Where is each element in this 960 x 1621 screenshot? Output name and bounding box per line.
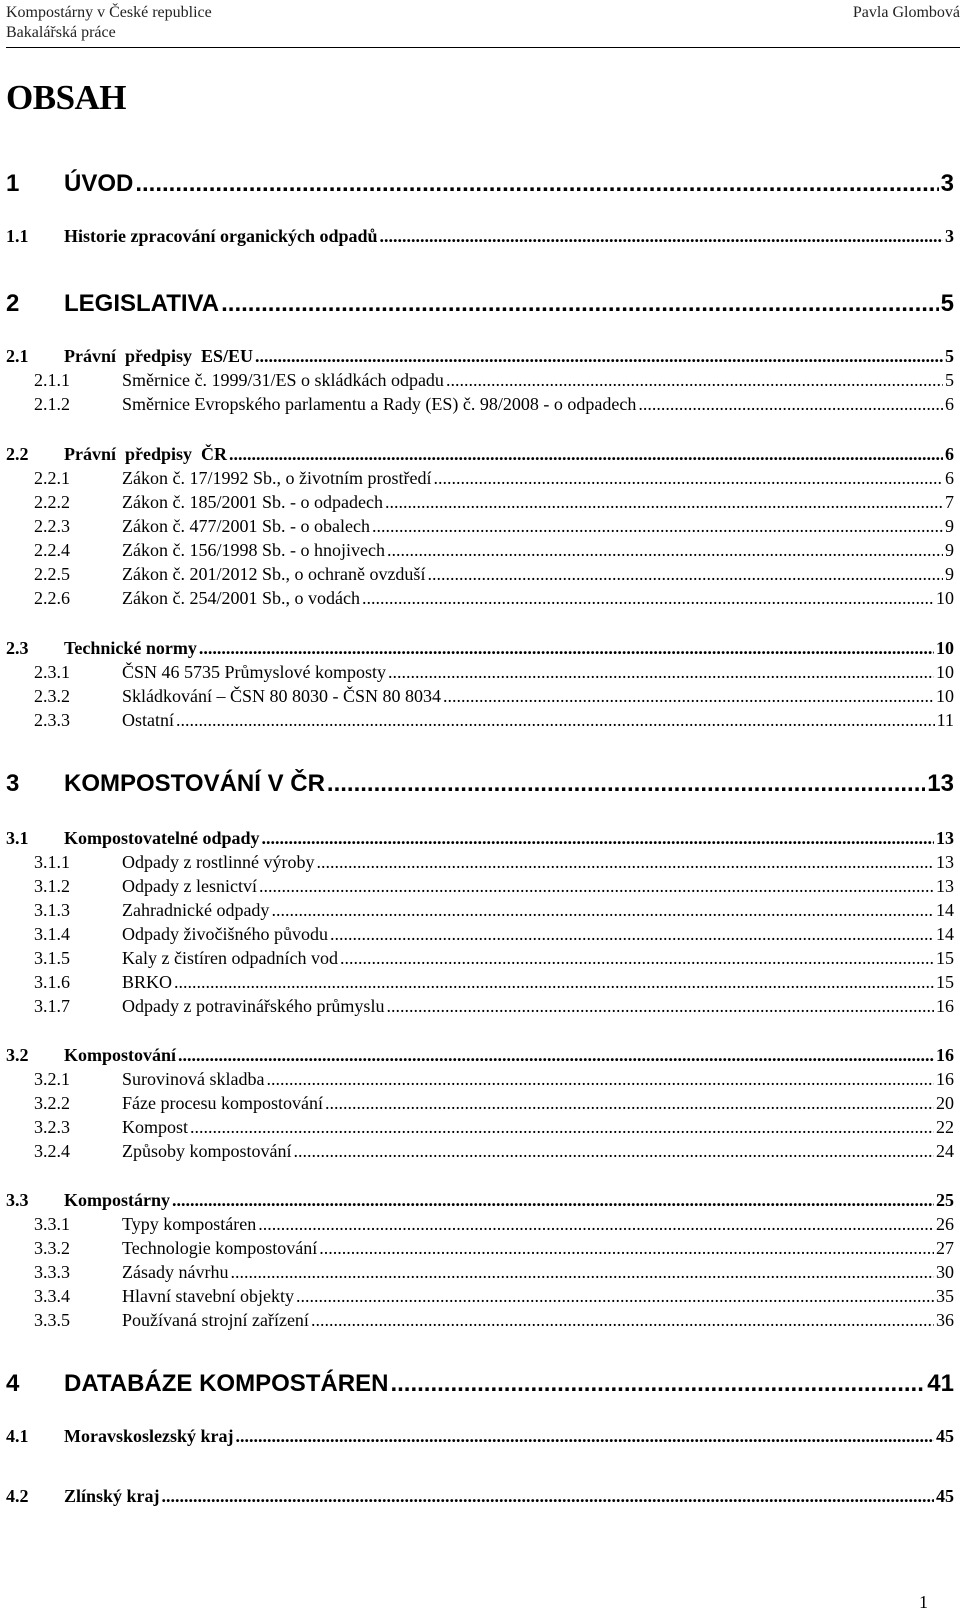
- toc-page: 10: [936, 686, 954, 706]
- toc-page: 5: [940, 290, 954, 317]
- toc-page: 45: [936, 1486, 954, 1506]
- toc-leader: [446, 370, 943, 391]
- toc-number: 3: [6, 770, 20, 797]
- toc-page: 45: [936, 1426, 954, 1446]
- toc-entry-2-3[interactable]: [6, 638, 954, 664]
- toc-leader: [230, 1262, 934, 1283]
- toc-entry-3-2[interactable]: [6, 1045, 954, 1071]
- toc-entry-2-3-1[interactable]: [6, 662, 954, 688]
- toc-number: 2.2.2: [34, 492, 70, 512]
- toc-page: 14: [936, 924, 954, 944]
- toc-page: 24: [936, 1141, 954, 1161]
- toc-entry-2-2-2[interactable]: [6, 492, 954, 518]
- toc-leader: [388, 662, 934, 683]
- toc-leader: [340, 948, 934, 969]
- toc-entry-3-1-1[interactable]: [6, 852, 954, 878]
- toc-entry-3-2-4[interactable]: [6, 1141, 954, 1167]
- toc-page: 6: [945, 444, 954, 464]
- toc-number: 3.1.7: [34, 996, 70, 1016]
- toc-page: 10: [936, 638, 954, 658]
- toc-number: 3.1.1: [34, 852, 70, 872]
- toc-text: Kompost: [122, 1117, 189, 1137]
- toc-page: 16: [936, 996, 954, 1016]
- toc-text: Zákon č. 254/2001 Sb., o vodách: [122, 588, 360, 608]
- header-subtitle: Bakalářská práce: [6, 24, 116, 41]
- toc-number: 2.2.3: [34, 516, 70, 536]
- toc-page: 5: [945, 346, 954, 366]
- toc-number: 1.1: [6, 226, 29, 246]
- toc-page: 9: [945, 516, 954, 536]
- toc-leader: [266, 1069, 934, 1090]
- toc-page: 30: [936, 1262, 954, 1282]
- toc-number: 4.2: [6, 1486, 29, 1506]
- toc-entry-3-3[interactable]: [6, 1190, 954, 1216]
- toc-number: 3.3.3: [34, 1262, 70, 1282]
- toc-page: 3: [945, 226, 954, 246]
- toc-number: 3.1.2: [34, 876, 70, 896]
- toc-number: 2.1: [6, 346, 29, 366]
- toc-leader: [316, 852, 934, 873]
- toc-entry-3-1-7[interactable]: [6, 996, 954, 1022]
- toc-number: 3.2.2: [34, 1093, 70, 1113]
- header-divider: [6, 47, 960, 48]
- toc-text: DATABÁZE KOMPOSTÁREN: [64, 1370, 389, 1397]
- toc-text: Moravskoslezský kraj: [64, 1426, 234, 1446]
- toc-leader: [386, 996, 934, 1017]
- toc-text: Typy kompostáren: [122, 1214, 257, 1234]
- toc-page: 3: [940, 170, 954, 197]
- toc-number: 3.2: [6, 1045, 29, 1065]
- toc-leader: [174, 972, 934, 993]
- toc-entry-3-3-3[interactable]: [6, 1262, 954, 1288]
- toc-page: 11: [936, 710, 954, 730]
- toc-number: 3.3.5: [34, 1310, 70, 1330]
- toc-number: 3.1.3: [34, 900, 70, 920]
- toc-number: 3.3.2: [34, 1238, 70, 1258]
- toc-leader: [638, 394, 943, 415]
- toc-number: 3.3.1: [34, 1214, 70, 1234]
- toc-text: Technologie kompostování: [122, 1238, 318, 1258]
- toc-text: Zákon č. 17/1992 Sb., o životním prostředí: [122, 468, 432, 488]
- toc-text: Odpady živočišného původu: [122, 924, 328, 944]
- toc-page: 16: [936, 1045, 954, 1065]
- toc-leader: [135, 170, 938, 198]
- toc-text: Odpady z rostlinné výroby: [122, 852, 315, 872]
- toc-leader: [172, 1190, 934, 1211]
- toc-leader: [294, 1141, 935, 1162]
- toc-leader: [271, 900, 934, 921]
- toc-text: Fáze procesu kompostování: [122, 1093, 323, 1113]
- toc-leader: [311, 1310, 934, 1331]
- toc-entry-3-2-1[interactable]: [6, 1069, 954, 1095]
- toc-entry-3-1[interactable]: [6, 828, 954, 854]
- toc-entry-2[interactable]: [6, 290, 954, 322]
- toc-leader: [190, 1117, 934, 1138]
- toc-page: 5: [945, 370, 954, 390]
- toc-number: 4.1: [6, 1426, 29, 1446]
- toc-entry-3-2-2[interactable]: [6, 1093, 954, 1119]
- toc-leader: [385, 492, 943, 513]
- toc-entry-2-2-3[interactable]: [6, 516, 954, 542]
- toc-text: Odpady z potravinářského průmyslu: [122, 996, 385, 1016]
- toc-leader: [319, 1238, 934, 1259]
- toc-text: Zákon č. 201/2012 Sb., o ochraně ovzduší: [122, 564, 426, 584]
- toc-entry-3-1-3[interactable]: [6, 900, 954, 926]
- toc-page: 7: [945, 492, 954, 512]
- toc-leader: [443, 686, 934, 707]
- toc-page: 15: [936, 948, 954, 968]
- toc-title: OBSAH: [6, 78, 127, 117]
- toc-entry-3-1-6[interactable]: [6, 972, 954, 998]
- toc-leader: [325, 1093, 934, 1114]
- toc-text: Zákon č. 477/2001 Sb. - o obalech: [122, 516, 370, 536]
- toc-text: Ostatní: [122, 710, 174, 730]
- toc-text: Odpady z lesnictví: [122, 876, 257, 896]
- toc-page: 15: [936, 972, 954, 992]
- toc-text: Směrnice Evropského parlamentu a Rady (ES) č. 98/2008 - o odpadech: [122, 394, 637, 414]
- toc-page: 13: [936, 828, 954, 848]
- toc-text: Surovinová skladba: [122, 1069, 265, 1089]
- toc-text: Směrnice č. 1999/31/ES o skládkách odpadu: [122, 370, 444, 390]
- toc-page: 27: [936, 1238, 954, 1258]
- toc-entry-2-1[interactable]: [6, 346, 954, 372]
- page-number: 1: [919, 1592, 928, 1612]
- toc-text: Historie zpracování organických odpadů: [64, 226, 378, 246]
- toc-number: 2.2.1: [34, 468, 70, 488]
- toc-leader: [296, 1286, 934, 1307]
- toc-leader: [236, 1426, 935, 1447]
- toc-leader: [258, 1214, 934, 1235]
- toc-page: 14: [936, 900, 954, 920]
- toc-number: 3.3: [6, 1190, 29, 1210]
- toc-leader: [255, 346, 943, 367]
- toc-leader: [380, 226, 943, 247]
- toc-page: 13: [927, 770, 954, 797]
- toc-text: Technické normy: [64, 638, 197, 658]
- toc-entry-3[interactable]: [6, 770, 954, 802]
- toc-entry-1-1[interactable]: [6, 226, 954, 252]
- toc-number: 2.2: [6, 444, 29, 464]
- toc-entry-3-3-1[interactable]: [6, 1214, 954, 1240]
- toc-page: 9: [945, 540, 954, 560]
- toc-page: 22: [936, 1117, 954, 1137]
- toc-text: Kompostárny: [64, 1190, 171, 1210]
- toc-leader: [229, 444, 943, 465]
- toc-text: Zahradnické odpady: [122, 900, 270, 920]
- toc-text: Kompostovatelné odpady: [64, 828, 260, 848]
- toc-page: 25: [936, 1190, 954, 1210]
- toc-number: 3.3.4: [34, 1286, 70, 1306]
- toc-page: 13: [936, 852, 954, 872]
- toc-number: 2.2.6: [34, 588, 70, 608]
- toc-entry-2-2-6[interactable]: [6, 588, 954, 614]
- toc-entry-2-2-1[interactable]: [6, 468, 954, 494]
- toc-text: Zákon č. 156/1998 Sb. - o hnojivech: [122, 540, 385, 560]
- toc-number: 2.2.5: [34, 564, 70, 584]
- toc-entry-2-1-2[interactable]: [6, 394, 954, 420]
- toc-entry-4[interactable]: [6, 1370, 954, 1402]
- toc-leader: [387, 540, 943, 561]
- toc-page: 6: [945, 468, 954, 488]
- toc-page: 16: [936, 1069, 954, 1089]
- toc-leader: [262, 828, 934, 849]
- toc-page: 10: [936, 588, 954, 608]
- toc-entry-2-3-3[interactable]: [6, 710, 954, 736]
- toc-entry-1[interactable]: [6, 170, 954, 202]
- toc-page: 20: [936, 1093, 954, 1113]
- toc-entry-4-2[interactable]: [6, 1486, 954, 1512]
- toc-text: LEGISLATIVA: [64, 290, 220, 317]
- toc-leader: [176, 710, 935, 731]
- toc-entry-2-2-4[interactable]: [6, 540, 954, 566]
- toc-leader: [330, 924, 934, 945]
- toc-text: Zákon č. 185/2001 Sb. - o odpadech: [122, 492, 383, 512]
- toc-entry-2-1-1[interactable]: [6, 370, 954, 396]
- toc-text: KOMPOSTOVÁNÍ V ČR: [64, 770, 325, 797]
- toc-page: 35: [936, 1286, 954, 1306]
- toc-entry-2-2-5[interactable]: [6, 564, 954, 590]
- toc-entry-3-1-5[interactable]: [6, 948, 954, 974]
- toc-number: 2.3: [6, 638, 29, 658]
- toc-leader: [372, 516, 943, 537]
- toc-number: 2.3.1: [34, 662, 70, 682]
- toc-text: Kompostování: [64, 1045, 177, 1065]
- toc-text: ÚVOD: [64, 170, 134, 197]
- toc-text: Způsoby kompostování: [122, 1141, 292, 1161]
- toc-text: Používaná strojní zařízení: [122, 1310, 309, 1330]
- toc-number: 3.1.5: [34, 948, 70, 968]
- toc-page: 6: [945, 394, 954, 414]
- header-title: Kompostárny v České republice: [6, 4, 212, 21]
- toc-leader: [162, 1486, 934, 1507]
- toc-number: 1: [6, 170, 20, 197]
- toc-entry-2-2[interactable]: [6, 444, 954, 470]
- toc-number: 2.1.2: [34, 394, 70, 414]
- toc-text: Hlavní stavební objekty: [122, 1286, 294, 1306]
- toc-leader: [221, 290, 939, 318]
- toc-number: 3.1.4: [34, 924, 70, 944]
- toc-number: 3.2.1: [34, 1069, 70, 1089]
- toc-page: 13: [936, 876, 954, 896]
- toc-number: 2.1.1: [34, 370, 70, 390]
- toc-entry-3-1-2[interactable]: [6, 876, 954, 902]
- toc-entry-4-1[interactable]: [6, 1426, 954, 1452]
- toc-entry-3-3-4[interactable]: [6, 1286, 954, 1312]
- toc-number: 3.1: [6, 828, 29, 848]
- toc-number: 3.2.4: [34, 1141, 70, 1161]
- toc-page: 36: [936, 1310, 954, 1330]
- toc-leader: [390, 1370, 925, 1398]
- toc-leader: [433, 468, 943, 489]
- toc-number: 3.1.6: [34, 972, 70, 992]
- toc-text: ČSN 46 5735 Průmyslové komposty: [122, 662, 387, 682]
- toc-number: 2.2.4: [34, 540, 70, 560]
- header-author: Pavla Glombová: [852, 4, 960, 21]
- toc-text: BRKO: [122, 972, 173, 992]
- toc-leader: [259, 876, 934, 897]
- toc-text: Zásady návrhu: [122, 1262, 229, 1282]
- toc-number: 2: [6, 290, 20, 317]
- toc-leader: [327, 770, 925, 798]
- toc-entry-3-1-4[interactable]: [6, 924, 954, 950]
- toc-entry-3-3-5[interactable]: [6, 1310, 954, 1336]
- toc-page: 9: [945, 564, 954, 584]
- toc-page: 41: [927, 1370, 954, 1397]
- toc-page: 26: [936, 1214, 954, 1234]
- toc-number: 2.3.2: [34, 686, 70, 706]
- toc-text: Právní předpisy ČR: [64, 444, 228, 464]
- toc-leader: [199, 638, 934, 659]
- toc-entry-3-2-3[interactable]: [6, 1117, 954, 1143]
- toc-number: 3.2.3: [34, 1117, 70, 1137]
- toc-text: Právní předpisy ES/EU: [64, 346, 254, 366]
- toc-entry-3-3-2[interactable]: [6, 1238, 954, 1264]
- toc-entry-2-3-2[interactable]: [6, 686, 954, 712]
- toc-text: Kaly z čistíren odpadních vod: [122, 948, 338, 968]
- toc-leader: [427, 564, 943, 585]
- toc-number: 2.3.3: [34, 710, 70, 730]
- toc-number: 4: [6, 1370, 20, 1397]
- toc-text: Zlínský kraj: [64, 1486, 160, 1506]
- toc-leader: [178, 1045, 934, 1066]
- toc-page: 10: [936, 662, 954, 682]
- toc-leader: [362, 588, 934, 609]
- toc-text: Skládkování – ČSN 80 8030 - ČSN 80 8034: [122, 686, 442, 706]
